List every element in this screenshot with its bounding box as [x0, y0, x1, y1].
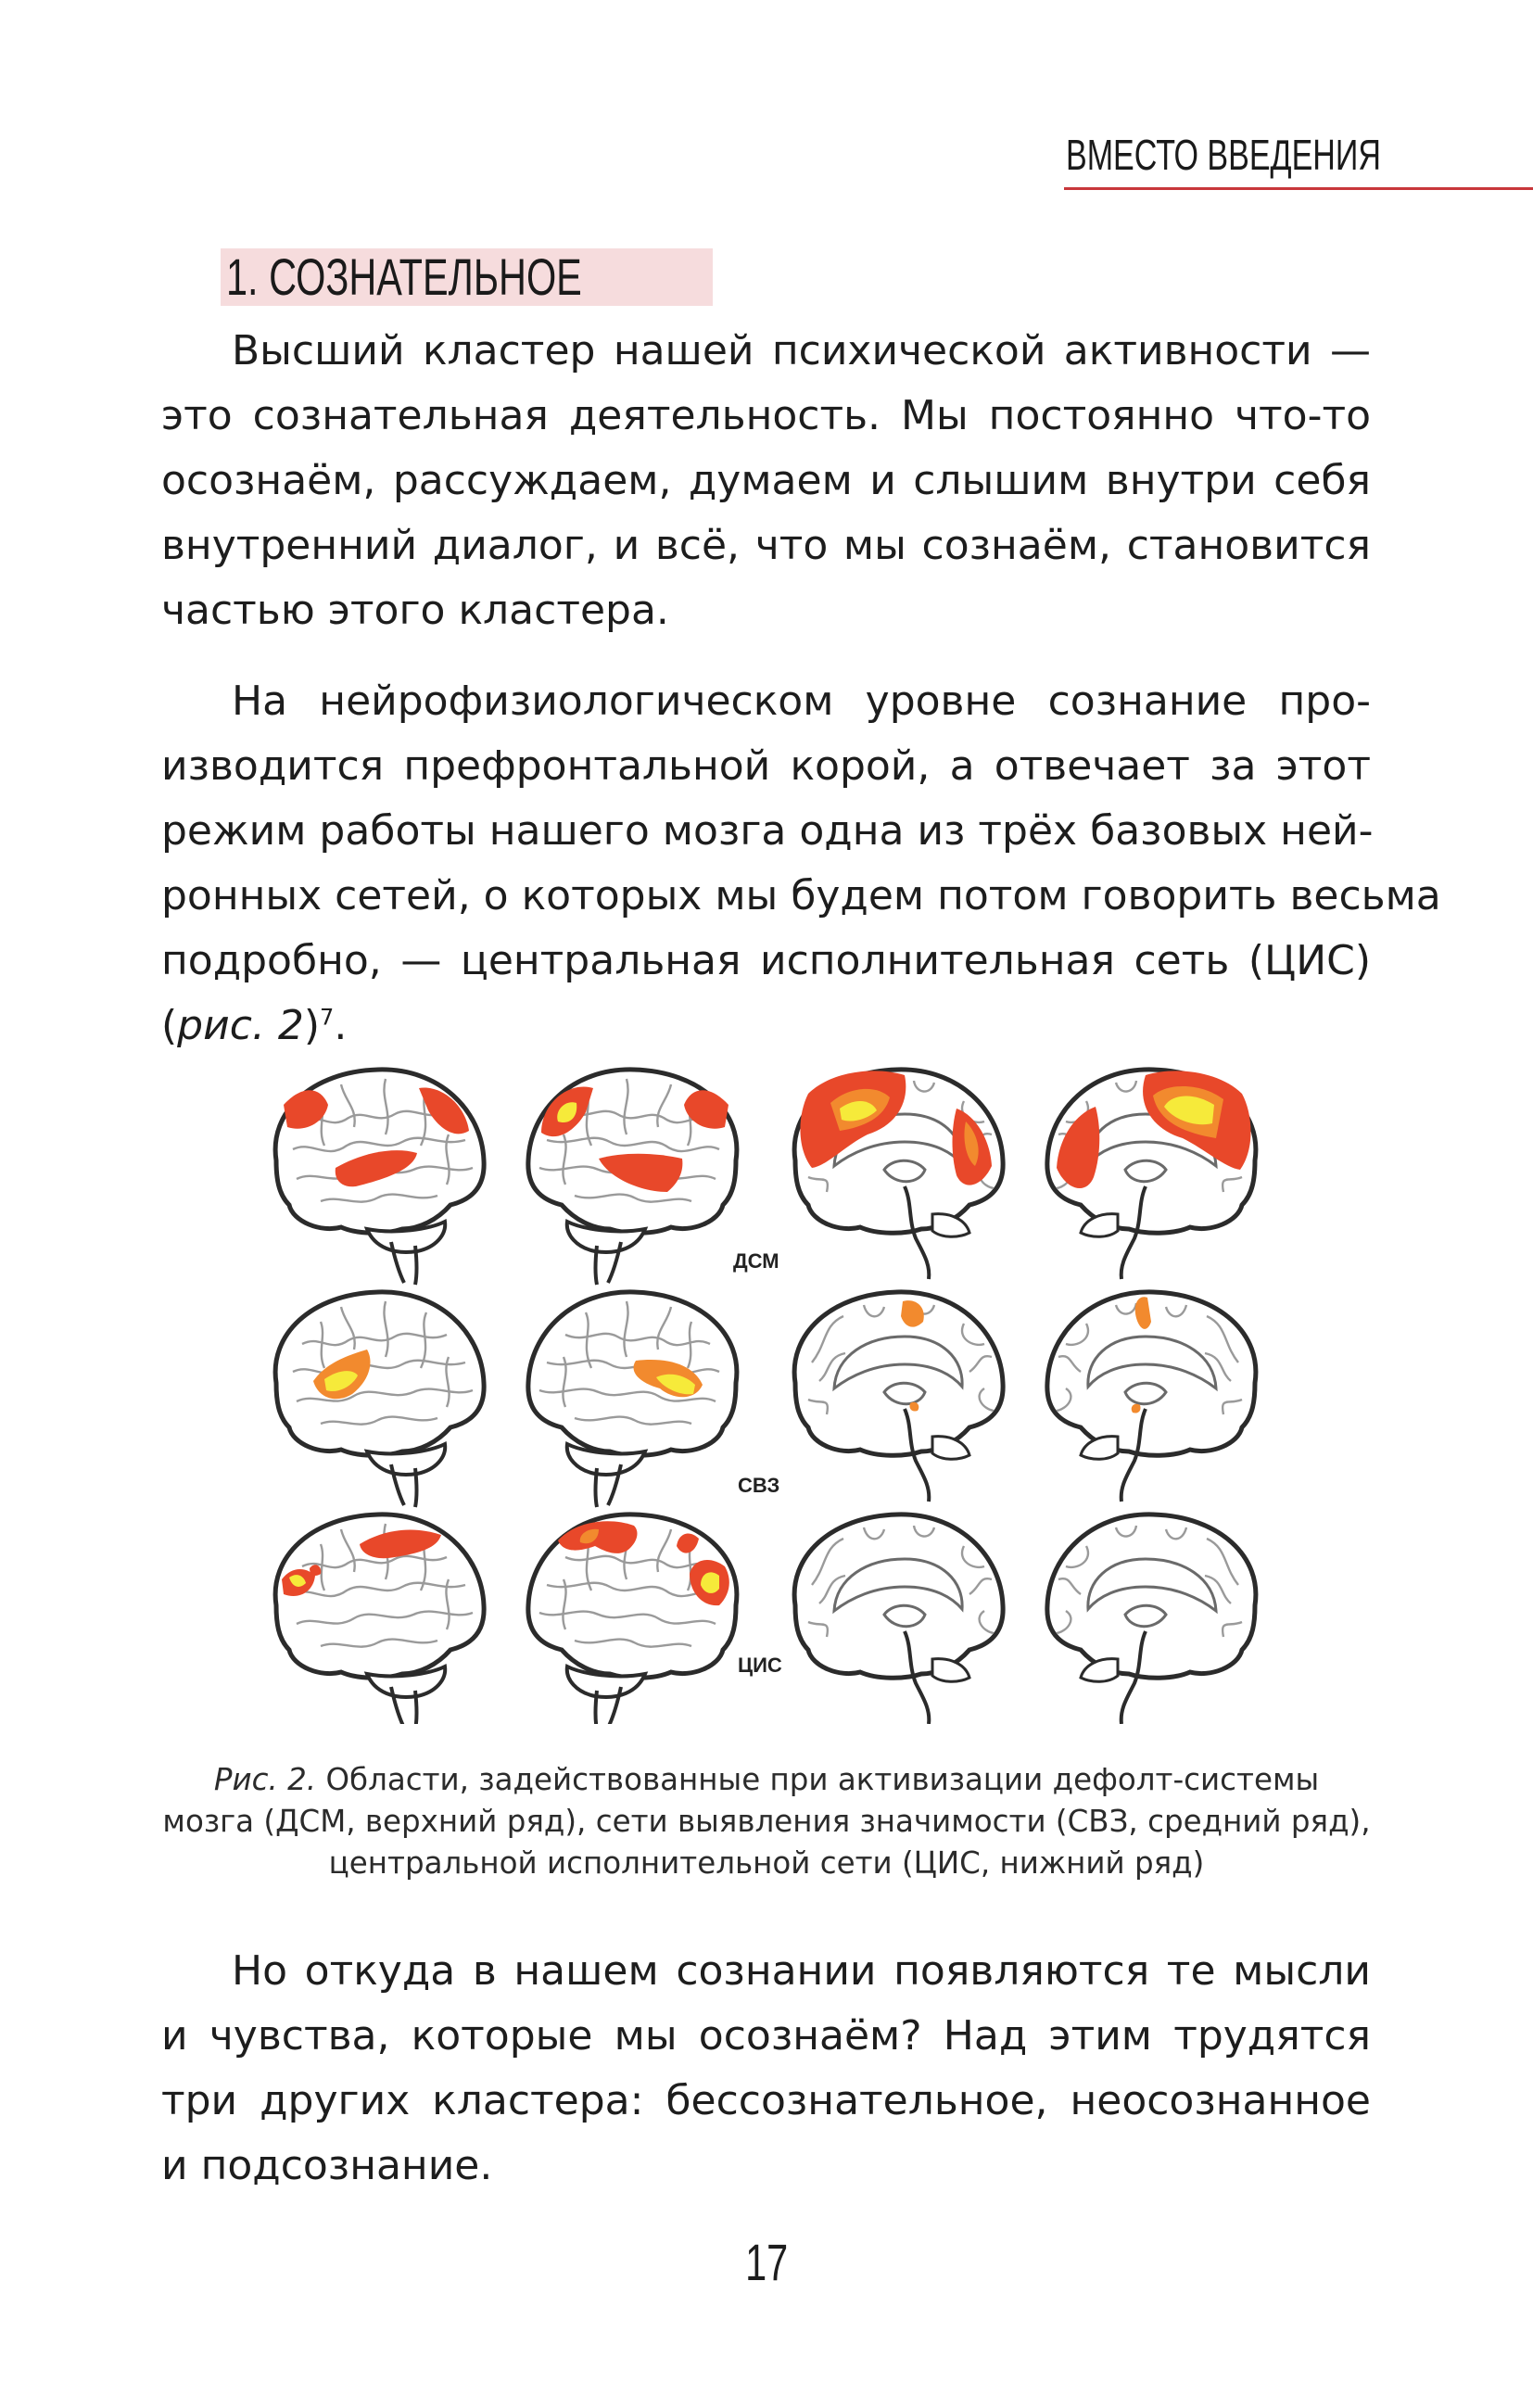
text-line	[161, 994, 1371, 1058]
text-line: режим работы нашего мозга одна из трёх базовых ней-	[161, 807, 1374, 855]
svz-row	[275, 1292, 1256, 1507]
page-number: 17	[744, 2233, 789, 2291]
section-title-highlight	[221, 248, 713, 306]
brain-medial-right	[1047, 1070, 1256, 1279]
text-line: Высший кластер нашей психической активности —	[232, 327, 1371, 374]
text-line: На нейрофизиологическом уровне сознание про-	[232, 678, 1371, 725]
running-head: ВМЕСТО ВВЕДЕНИЯ	[1066, 131, 1381, 179]
brain-lateral-right	[528, 1070, 737, 1285]
paragraph-1	[161, 319, 1371, 643]
row-label-svz: СВЗ	[738, 1474, 780, 1497]
text-line: это сознательная деятельность. Мы постоянно что-то	[161, 392, 1371, 439]
text-line: и чувства, которые мы осознаём? Над этим трудятся	[161, 2012, 1371, 2059]
text-line: изводится префронтальной корой, а отвечает за этот	[161, 742, 1371, 790]
brain-medial-right	[1047, 1515, 1256, 1724]
text-line: и подсознание.	[161, 2142, 493, 2189]
brain-lateral-left	[275, 1292, 484, 1507]
header-rule	[1064, 187, 1533, 190]
brain-lateral-right	[528, 1515, 737, 1724]
caption-reference: Рис. 2.	[213, 1762, 317, 1797]
row-label-cis: ЦИС	[738, 1654, 782, 1677]
caption-line: мозга (ДСМ, верхний ряд), сети выявления значимости (СВЗ, средний ряд),	[162, 1804, 1371, 1839]
caption-line	[158, 1759, 1375, 1801]
text-line: осознаём, рассуждаем, думаем и слышим внутри себя	[161, 457, 1371, 504]
brain-medial-right	[1047, 1292, 1256, 1502]
brain-lateral-right	[528, 1292, 737, 1507]
paren-open: (	[161, 1002, 178, 1049]
period: .	[334, 1002, 348, 1049]
brain-medial-left	[794, 1515, 1003, 1724]
brain-networks-illustration	[256, 1057, 1285, 1724]
text-line: три других кластера: бессознательное, неосознанное	[161, 2077, 1371, 2124]
text-line: частью этого кластера.	[161, 587, 669, 634]
footnote-marker: 7	[320, 1004, 335, 1031]
section-title: 1. СОЗНАТЕЛЬНОЕ	[226, 247, 582, 306]
brain-medial-left	[794, 1070, 1003, 1279]
paragraph-2	[161, 669, 1441, 1058]
cis-row	[275, 1515, 1256, 1724]
brain-lateral-left	[275, 1070, 484, 1285]
text-line: внутренний диалог, и всё, что мы сознаём, становится	[161, 522, 1371, 569]
figure-caption	[158, 1759, 1375, 1884]
row-label-dsm: ДСМ	[733, 1249, 779, 1273]
figure-reference: рис. 2	[177, 1002, 304, 1049]
text-line: ронных сетей, о которых мы будем потом говорить весьма	[161, 872, 1441, 919]
page-number-wrap	[0, 2232, 1533, 2292]
text-line: Но откуда в нашем сознании появляются те мысли	[232, 1947, 1371, 1995]
paren-close: )	[303, 1002, 321, 1049]
brain-figure	[256, 1057, 1285, 1724]
caption-text: Области, задействованные при активизации дефолт-системы	[316, 1762, 1320, 1797]
paragraph-3	[161, 1939, 1371, 2199]
brain-medial-left	[794, 1292, 1003, 1502]
text-line: подробно, — центральная исполнительная сеть (ЦИС)	[161, 937, 1371, 984]
brain-lateral-left	[275, 1515, 484, 1724]
caption-line: центральной исполнительной сети (ЦИС, нижний ряд)	[328, 1845, 1205, 1881]
dsm-row	[275, 1070, 1256, 1285]
